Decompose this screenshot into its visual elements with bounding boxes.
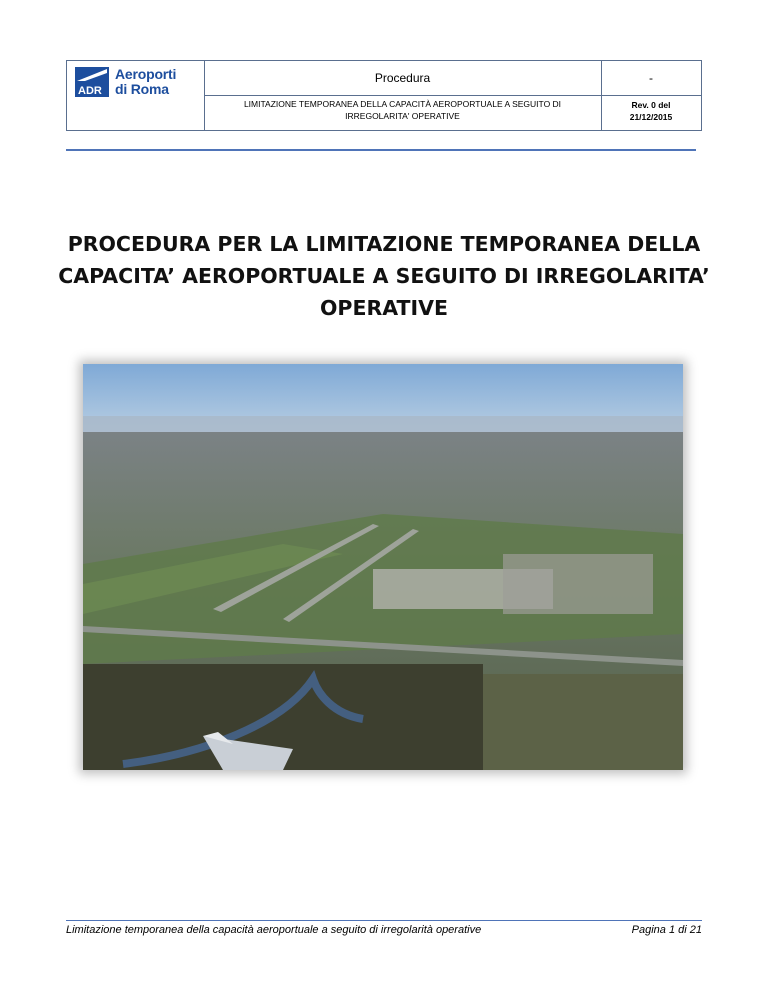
- airport-aerial-image: [83, 364, 683, 770]
- title-line1: PROCEDURA PER LA LIMITAZIONE TEMPORANEA DELLA: [67, 232, 701, 256]
- adr-logo: [75, 67, 193, 99]
- doc-subject-line2: IRREGOLARITA' OPERATIVE: [345, 111, 460, 121]
- logo-badge-text: ADR: [78, 85, 102, 97]
- title-line3: OPERATIVE: [320, 296, 448, 320]
- doc-type: Procedura: [374, 71, 431, 85]
- document-header: [66, 60, 702, 131]
- logo-cell: [67, 61, 204, 130]
- doc-revision: [601, 99, 701, 123]
- adr-logo-icon: [75, 67, 111, 99]
- page-number: Pagina 1 di 21: [631, 924, 702, 936]
- doc-code: -: [649, 71, 653, 85]
- page-title: [40, 228, 728, 324]
- logo-line2: di Roma: [115, 81, 169, 97]
- footer-document-title: Limitazione temporanea della capacità aeroportuale a seguito di irregolarità operative: [66, 924, 482, 936]
- doc-subject-line1: LIMITAZIONE TEMPORANEA DELLA CAPACITÀ AEROPORTUALE A SEGUITO DI: [243, 99, 562, 109]
- revision-line1: Rev. 0 del: [631, 100, 671, 110]
- logo-text: [115, 67, 176, 97]
- footer-rule: [66, 920, 702, 921]
- doc-subject: [204, 98, 601, 122]
- header-separator: [66, 149, 696, 151]
- title-line2: CAPACITA’ AEROPORTUALE A SEGUITO DI IRREGOLARITA’: [58, 264, 710, 288]
- logo-line1: Aeroporti: [115, 66, 177, 82]
- revision-line2: 21/12/2015: [629, 112, 673, 122]
- airport-aerial-photo: [83, 364, 683, 770]
- header-divider: [204, 95, 701, 96]
